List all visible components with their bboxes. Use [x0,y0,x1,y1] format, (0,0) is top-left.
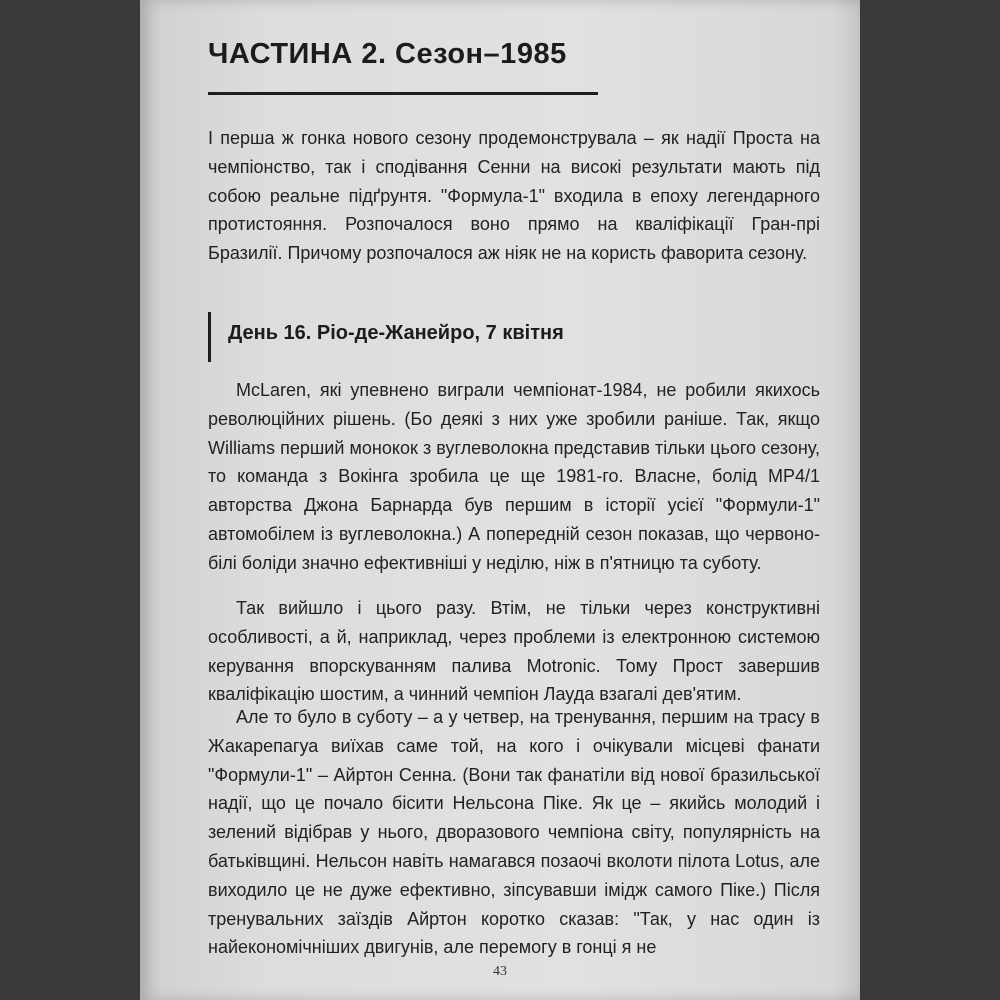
title-underline [208,92,598,95]
section-marker-bar [208,312,211,362]
body-paragraph: Але то було в суботу – а у четвер, на тренування, першим на трасу в Жакарепагуа виїхав саме той, на кого і очікували місцеві фанати "Формули-1" – Айртон Сенна. (Вони так фанатіли від нової бразильської надії, що це почало бісити Нельсона Піке. Як це – якийсь молодий і зелений відібрав у нього, дворазового чемпіона світу, популярність на батьківщині. Нельсон навіть намагався позаочі вколоти пілота Lotus, але виходило це не дуже ефективно, зіпсувавши імідж самого Піке.) Після тренувальних заїздів Айртон коротко сказав: "Так, у нас один із найекономічніших двигунів, але перемогу в гонці я не [208,707,820,958]
chapter-title: ЧАСТИНА 2. Сезон–1985 [208,38,567,70]
intro-paragraph: І перша ж гонка нового сезону продемонструвала – як надії Проста на чемпіонство, так і сподівання Сенни на високі результати мають під собою реальне підґрунтя. "Формула-1" входила в епоху легендарного протистояння. Розпочалося воно прямо на кваліфікації Гран-прі Бразилії. Причому розпочалося аж ніяк не на користь фаворита сезону. [208,128,820,264]
body-paragraph: Так вийшло і цього разу. Втім, не тільки через конструктивні особливості, а й, наприклад, через проблеми із електронною системою керування впорскуванням палива Motronic. Тому Прост завершив кваліфікацію шостим, а чинний чемпіон Лауда взагалі дев'ятим. [208,598,820,705]
page-number: 43 [493,964,507,979]
section-title: День 16. Ріо-де-Жанейро, 7 квітня [228,322,564,344]
page-gutter-shadow [830,0,860,1000]
body-paragraph: McLaren, які упевнено виграли чемпіонат-1984, не робили якихось революційних рішень. (Бо деякі з них уже зробили раніше. Так, якщо Williams перший монокок з вуглеволокна представив тільки цього сезону, то команда з Вокінга зробила це ще 1981-го. Власне, болід MP4/1 авторства Джона Барнарда був першим в історії усієї "Формули-1" автомобілем із вуглеволокна.) А попередній сезон показав, що червоно-білі боліди значно ефективніші у неділю, ніж в п'ятницю та суботу. [208,380,820,573]
